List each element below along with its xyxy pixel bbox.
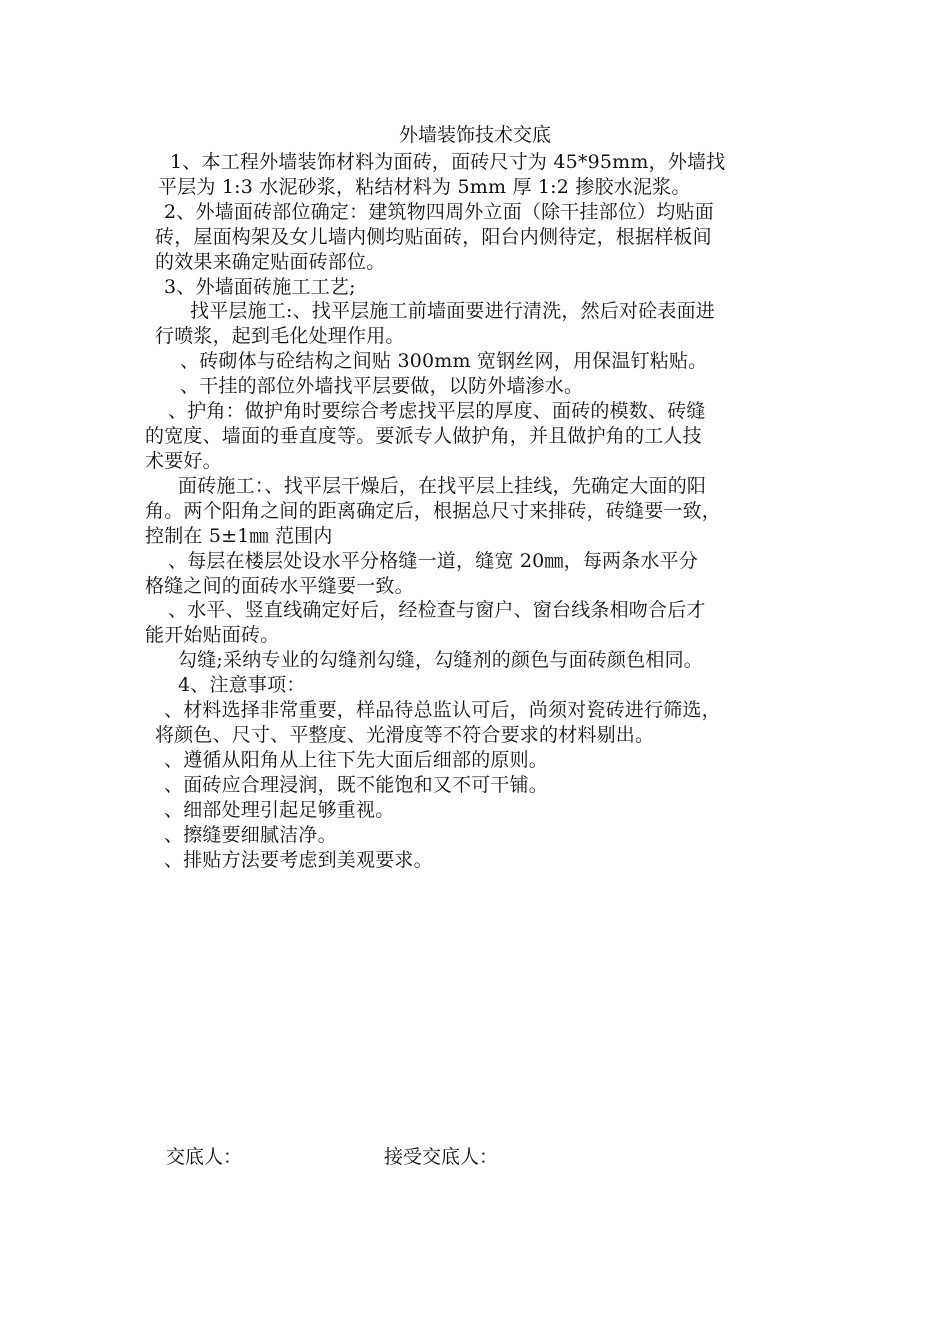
handover-signature-label: 交底人： <box>166 1146 243 1168</box>
paragraph-line: 格缝之间的面砖水平缝要一致。 <box>145 575 414 597</box>
paragraph-line: 平层为 1:3 水泥砂浆，粘结材料为 5mm 厚 1:2 掺胶水泥浆。 <box>158 176 691 198</box>
paragraph-line: 、面砖应合理浸润，既不能饱和又不可干铺。 <box>164 774 549 796</box>
paragraph-line: 找平层施工:、找平层施工前墙面要进行清洗，然后对砼表面进 <box>190 300 716 322</box>
paragraph-line: 能开始贴面砖。 <box>145 624 280 646</box>
paragraph-line: 角。两个阳角之间的距离确定后，根据总尺寸来排砖，砖缝要一致， <box>145 500 722 522</box>
paragraph-line: 1、本工程外墙装饰材料为面砖，面砖尺寸为 45*95mm，外墙找 <box>170 151 726 173</box>
paragraph-line: 、砖砌体与砼结构之间贴 300mm 宽钢丝网，用保温钉粘贴。 <box>180 350 708 372</box>
paragraph-line: 3、外墙面砖施工工艺; <box>164 276 356 298</box>
paragraph-line: 勾缝;采纳专业的勾缝剂勾缝，勾缝剂的颜色与面砖颜色相同。 <box>178 649 704 671</box>
receiver-signature-label: 接受交底人： <box>384 1146 499 1168</box>
paragraph-line: 4、注意事项： <box>178 674 306 696</box>
paragraph-line: 、护角：做护角时要综合考虑找平层的厚度、面砖的模数、砖缝 <box>168 400 706 422</box>
document-title: 外墙装饰技术交底 <box>398 124 551 146</box>
paragraph-line: 、每层在楼层处设水平分格缝一道，缝宽 20㎜，每两条水平分 <box>168 550 699 572</box>
paragraph-line: 的效果来确定贴面砖部位。 <box>155 251 386 273</box>
paragraph-line: 、水平、竖直线确定好后，经检查与窗户、窗台线条相吻合后才 <box>168 599 706 621</box>
paragraph-line: 、擦缝要细腻洁净。 <box>164 824 337 846</box>
paragraph-line: 的宽度、墙面的垂直度等。要派专人做护角，并且做护角的工人技 <box>145 425 702 447</box>
paragraph-line: 2、外墙面砖部位确定：建筑物四周外立面（除干挂部位）均贴面 <box>164 201 714 223</box>
paragraph-line: 、遵循从阳角从上往下先大面后细部的原则。 <box>164 749 549 771</box>
paragraph-line: 、细部处理引起足够重视。 <box>164 799 395 821</box>
paragraph-line: 将颜色、尺寸、平整度、光滑度等不符合要求的材料剔出。 <box>155 724 655 746</box>
paragraph-line: 面砖施工：、找平层干燥后，在找平层上挂线，先确定大面的阳 <box>178 475 707 497</box>
paragraph-line: 控制在 5±1㎜ 范围内 <box>145 525 333 547</box>
paragraph-line: 、干挂的部位外墙找平层要做，以防外墙渗水。 <box>180 375 584 397</box>
paragraph-line: 、材料选择非常重要，样品待总监认可后，尚须对瓷砖进行筛选， <box>164 699 721 721</box>
paragraph-line: 、排贴方法要考虑到美观要求。 <box>164 849 433 871</box>
paragraph-line: 术要好。 <box>145 450 222 472</box>
paragraph-line: 行喷浆，起到毛化处理作用。 <box>155 325 405 347</box>
paragraph-line: 砖，屋面构架及女儿墙内侧均贴面砖，阳台内侧待定，根据样板间 <box>155 226 712 248</box>
